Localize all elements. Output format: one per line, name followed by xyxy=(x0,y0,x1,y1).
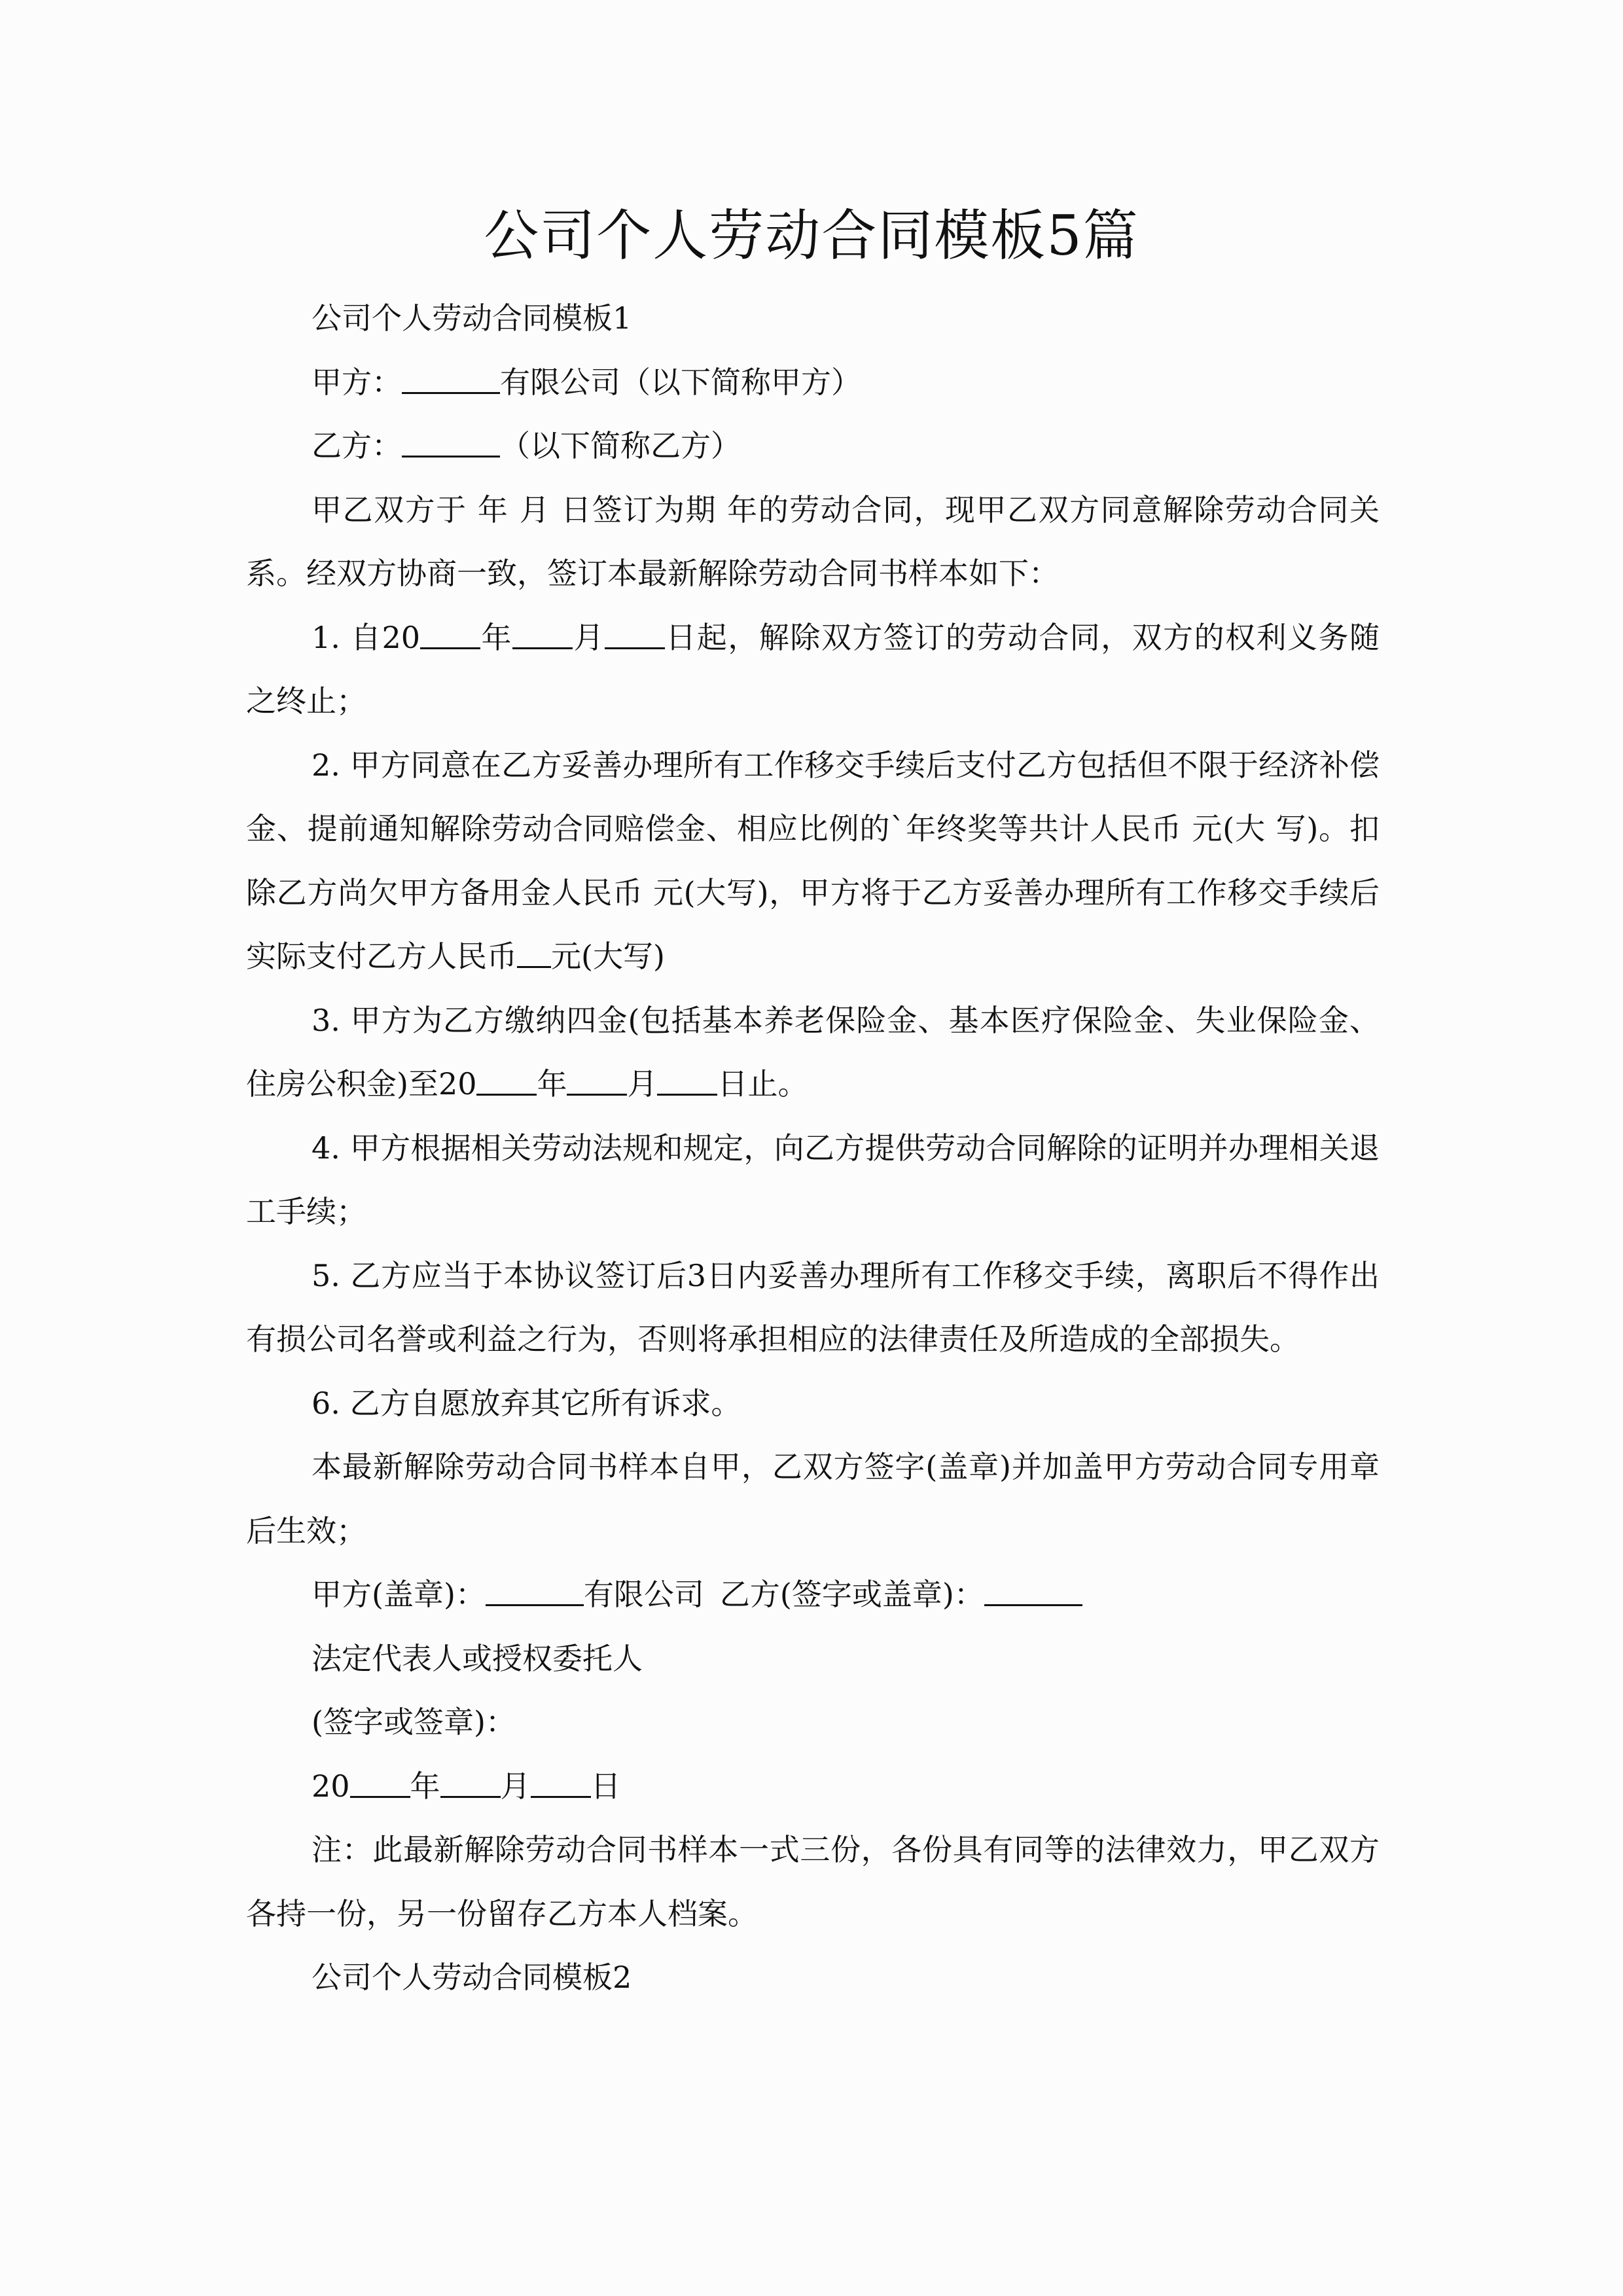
month-blank xyxy=(440,1766,501,1798)
clause-1-year: 年 xyxy=(480,619,512,655)
year-blank xyxy=(476,1064,537,1096)
clause-1-text-b: 日起，解除双方签订的劳动合同，双方的权利义务随之终止； xyxy=(246,619,1380,719)
effective-paragraph: 本最新解除劳动合同书样本自甲，乙双方签字(盖章)并加盖甲方劳动合同专用章后生效； xyxy=(246,1449,1380,1549)
section-heading-1: 公司个人劳动合同模板1 xyxy=(312,300,632,336)
clause-1 xyxy=(246,606,1380,734)
party-a-suffix: 有限公司（以下简称甲方） xyxy=(500,364,861,400)
party-b-name-blank xyxy=(402,425,500,457)
party-b-sign-blank xyxy=(984,1574,1082,1606)
party-a-seal-blank xyxy=(486,1574,584,1606)
clause-5: 5. 乙方应当于本协议签订后3日内妥善办理所有工作移交手续，离职后不得作出有损公司名誉或利益之行为，否则将承担相应的法律责任及所造成的全部损失。 xyxy=(246,1257,1380,1357)
month-blank xyxy=(512,617,573,649)
clause-3 xyxy=(246,989,1380,1117)
clause-6: 6. 乙方自愿放弃其它所有诉求。 xyxy=(312,1385,741,1421)
note-paragraph: 注：此最新解除劳动合同书样本一式三份，各份具有同等的法律效力，甲乙双方各持一份，另一份留存乙方本人档案。 xyxy=(246,1832,1380,1931)
date-line xyxy=(246,1755,1380,1819)
section-heading-2: 公司个人劳动合同模板2 xyxy=(312,1960,632,1995)
year-blank xyxy=(420,617,480,649)
signature-line xyxy=(246,1563,1380,1627)
document-title: 公司个人劳动合同模板5篇 xyxy=(484,204,1139,268)
date-year: 年 xyxy=(410,1768,440,1804)
day-blank xyxy=(657,1064,717,1096)
representative-line: 法定代表人或授权委托人 xyxy=(312,1640,643,1676)
clause-2-text-a: 2. 甲方同意在乙方妥善办理所有工作移交手续后支付乙方包括但不限于经济补偿金、提前通知解除劳动合同赔偿金、相应比例的`年终奖等共计人民币 元(大 写)。扣除乙方尚欠甲方备用金人民币 元(大写)，甲方将于乙方妥善办理所有工作移交手续后实际支付乙方人民币 xyxy=(246,747,1380,974)
year-blank xyxy=(350,1766,410,1798)
party-a-seal-label: 甲方(盖章)： xyxy=(312,1577,486,1612)
intro-paragraph: 甲乙双方于 年 月 日签订为期 年的劳动合同，现甲乙双方同意解除劳动合同关系。经双方协商一致，签订本最新解除劳动合同书样本如下： xyxy=(246,492,1380,591)
party-a-line xyxy=(246,351,1380,415)
clause-3-month: 月 xyxy=(627,1066,658,1102)
party-b-line xyxy=(246,414,1380,478)
party-b-suffix: （以下简称乙方） xyxy=(500,428,741,463)
clause-2-text-b: 元(大写) xyxy=(551,939,665,974)
sign-or-seal-line: (签字或签章)： xyxy=(312,1704,516,1740)
month-blank xyxy=(567,1064,627,1096)
clause-1-month: 月 xyxy=(572,619,605,655)
day-blank xyxy=(531,1766,591,1798)
document-body xyxy=(246,287,1380,2010)
clause-3-year: 年 xyxy=(537,1066,567,1102)
party-b-sign-label: 乙方(签字或盖章)： xyxy=(719,1577,984,1612)
clause-1-text-a: 1. 自20 xyxy=(312,619,421,655)
date-prefix: 20 xyxy=(312,1768,350,1804)
day-blank xyxy=(605,617,665,649)
clause-2 xyxy=(246,734,1380,989)
party-a-label: 甲方： xyxy=(312,364,402,400)
party-a-name-blank xyxy=(402,362,500,394)
date-day: 日 xyxy=(590,1768,621,1804)
clause-4: 4. 甲方根据相关劳动法规和规定，向乙方提供劳动合同解除的证明并办理相关退工手续； xyxy=(246,1130,1380,1229)
party-a-seal-suffix: 有限公司 xyxy=(583,1577,704,1612)
amount-blank xyxy=(517,936,551,968)
date-month: 月 xyxy=(500,1768,531,1804)
clause-3-text-b: 日止。 xyxy=(717,1066,808,1102)
clause-3-text-a: 3. 甲方为乙方缴纳四金(包括基本养老保险金、基本医疗保险金、失业保险金、住房公积金)至20 xyxy=(246,1002,1380,1102)
party-b-label: 乙方： xyxy=(312,428,402,463)
